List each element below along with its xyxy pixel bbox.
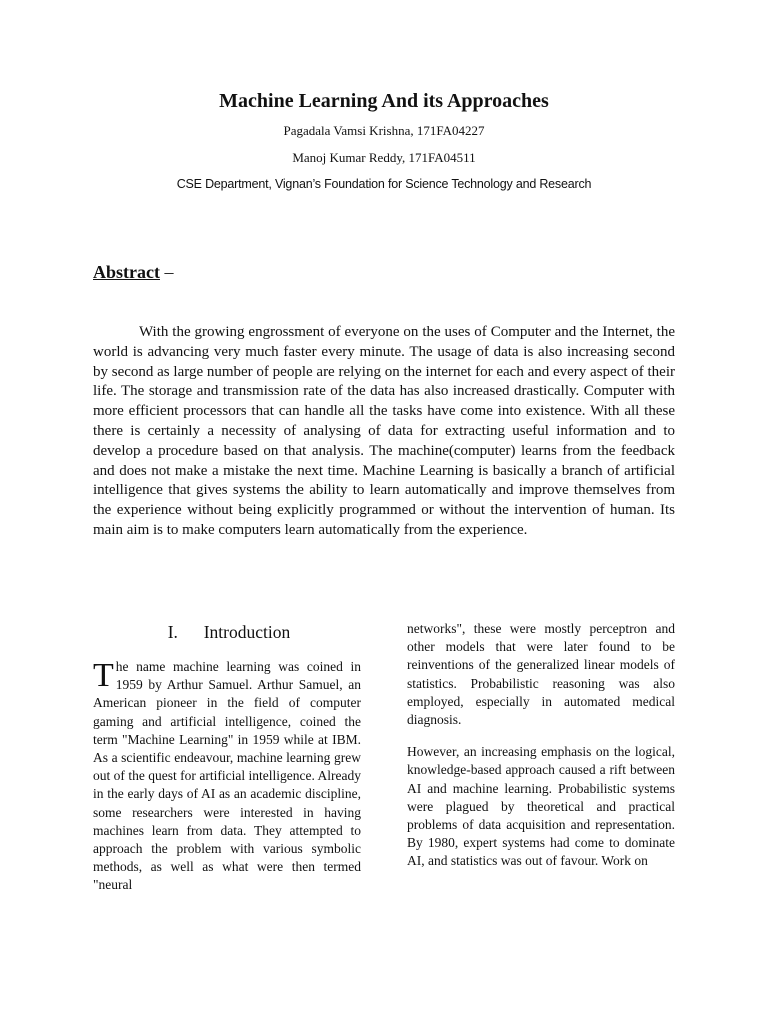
section-number: I. — [167, 622, 178, 642]
section-title: Introduction — [203, 622, 291, 642]
abstract-heading — [93, 261, 173, 283]
left-column — [93, 620, 361, 895]
abstract-body: With the growing engrossment of everyone on the uses of Computer and the Internet, the world is advancing very much faster every minute. The usage of data is also increasing second by second as large number of people are relying on the internet for each and every aspect of their life. The storage and transmission rate of the data has also increased drastically. Computer with more efficient processors that can handle all the tasks have come into existence. With all these there is certainly a necessity of analysing of data for extracting useful information and to develop a procedure based on that analysis. The machine(computer) learns from the feedback and does not make a mistake the next time. Machine Learning is basically a branch of artificial intelligence that gives systems the ability to learn automatically and improve themselves from the experience without being explicitly programmed or without the intervention of human. Its main aim is to make computers learn automatically from the experience. — [93, 324, 675, 538]
abstract-heading-dash: – — [159, 262, 174, 282]
department-line: CSE Department, Vignan’s Foundation for Science Technology and Research — [176, 177, 592, 191]
introduction-body — [93, 658, 361, 895]
paper-title: Machine Learning And its Approaches — [219, 90, 549, 112]
right-paragraph-2: However, an increasing emphasis on the logical, knowledge-based approach caused a rift between AI and machine learning. Probabilistic systems were plagued by theoretical and practical problems of data acquisition and representation. By 1980, expert systems had come to dominate AI, and statistics was out of favour. Work on — [407, 744, 675, 869]
author-line-1: Pagadala Vamsi Krishna, 171FA04227 — [283, 123, 485, 138]
section-heading-introduction — [93, 620, 361, 644]
abstract-heading-label: Abstract — [93, 262, 160, 282]
author-line-2: Manoj Kumar Reddy, 171FA04511 — [292, 150, 476, 165]
right-paragraph-1: networks", these were mostly perceptron and other models that were later found to be reinventions of the generalized linear models of statistics. Probabilistic reasoning was also employed, especially in automated medical diagnosis. — [407, 621, 675, 728]
drop-cap: T — [93, 657, 114, 694]
introduction-text: he name machine learning was coined in 1959 by Arthur Samuel. Arthur Samuel, an American pioneer in the field of computer gaming and artificial intelligence, coined the term "Machine Learning" in 1959 while at IBM. As a scientific endeavour, machine learning grew out of the quest for artificial intelligence. Already in the early days of AI as an academic discipline, some researchers were interested in having machines learn from data. They attempted to approach the problem with various symbolic methods, as well as what were then termed "neural — [93, 659, 361, 893]
right-column — [407, 620, 675, 885]
